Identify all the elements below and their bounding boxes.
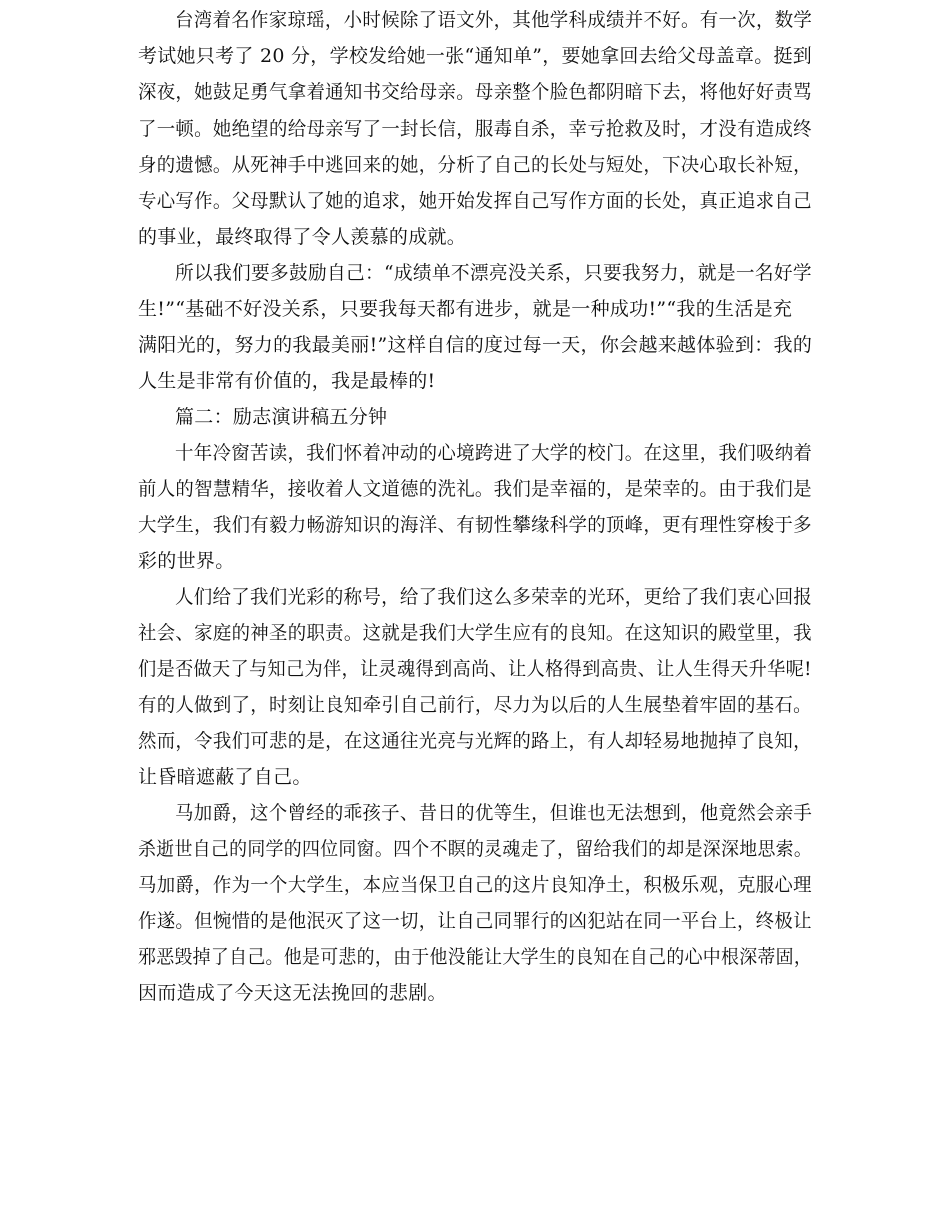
paragraph-line: 彩的世界。: [138, 550, 235, 572]
paragraph-line: 马加爵，作为一个大学生，本应当保卫自己的这片良知净土，积极乐观，克服心理: [138, 874, 812, 896]
paragraph-line: 大学生，我们有毅力畅游知识的海洋、有韧性攀缘科学的顶峰，更有理性穿梭于多: [138, 514, 812, 536]
paragraph-line: 身的遗憾。从死神手中逃回来的她，分析了自己的长处与短处，下决心取长补短，: [138, 154, 812, 176]
paragraph-line: 邪恶毁掉了自己。他是可悲的，由于他没能让大学生的良知在自己的心中根深蒂固，: [138, 946, 813, 968]
section-heading: 篇二：励志演讲稿五分钟: [175, 406, 388, 428]
paragraph-line: 的事业，最终取得了令人羡慕的成就。: [138, 226, 467, 248]
paragraph-line: 专心写作。父母默认了她的追求，她开始发挥自己写作方面的长处，真正追求自己: [138, 190, 812, 212]
paragraph-line: 作遂。但惋惜的是他泯灭了这一切，让自己同罪行的凶犯站在同一平台上，终极让: [138, 910, 812, 932]
paragraph-line: 生!”“基础不好没关系，只要我每天都有进步，就是一种成功!”“我的生活是充: [138, 298, 793, 320]
paragraph-line: 马加爵，这个曾经的乖孩子、昔日的优等生，但谁也无法想到，他竟然会亲手: [175, 802, 813, 824]
paragraph-line: 有的人做到了，时刻让良知牵引自己前行，尽力为以后的人生展垫着牢固的基石。: [138, 694, 812, 716]
paragraph-line: 社会、家庭的神圣的职责。这就是我们大学生应有的良知。在这知识的殿堂里，我: [138, 622, 812, 644]
paragraph-line: 让昏暗遮蔽了自己。: [138, 766, 312, 788]
paragraph-line: 前人的智慧精华，接收着人文道德的洗礼。我们是幸福的，是荣幸的。由于我们是: [138, 478, 812, 500]
paragraph-line: 们是否做天了与知己为伴，让灵魂得到高尚、让人格得到高贵、让人生得天升华呢!: [138, 658, 812, 680]
paragraph-line: 人生是非常有价值的，我是最棒的!: [138, 370, 436, 392]
paragraph-line: 考试她只考了 20 分，学校发给她一张“通知单”，要她拿回去给父母盖章。挺到: [138, 45, 813, 67]
paragraph-line: 了一顿。她绝望的给母亲写了一封长信，服毒自杀，幸亏抢救及时，才没有造成终: [138, 118, 812, 140]
paragraph-line: 因而造成了今天这无法挽回的悲剧。: [138, 982, 447, 1004]
paragraph-line: 台湾着名作家琼瑶，小时候除了语文外，其他学科成绩并不好。有一次，数学: [175, 9, 813, 31]
paragraph-line: 人们给了我们光彩的称号，给了我们这么多荣幸的光环，更给了我们衷心回报: [175, 586, 813, 608]
paragraph-line: 所以我们要多鼓励自己：“成绩单不漂亮没关系，只要我努力，就是一名好学: [175, 262, 812, 284]
paragraph-line: 满阳光的，努力的我最美丽!”这样自信的度过每一天，你会越来越体验到：我的: [138, 334, 813, 356]
paragraph-line: 然而，令我们可悲的是，在这通往光亮与光辉的路上，有人却轻易地抛掉了良知，: [138, 730, 812, 752]
paragraph-line: 深夜，她鼓足勇气拿着通知书交给母亲。母亲整个脸色都阴暗下去，将他好好责骂: [138, 81, 812, 103]
paragraph-line: 杀逝世自己的同学的四位同窗。四个不瞑的灵魂走了，留给我们的却是深深地思索。: [138, 838, 813, 860]
paragraph-line: 十年冷窗苦读，我们怀着冲动的心境跨进了大学的校门。在这里，我们吸纳着: [175, 442, 813, 464]
